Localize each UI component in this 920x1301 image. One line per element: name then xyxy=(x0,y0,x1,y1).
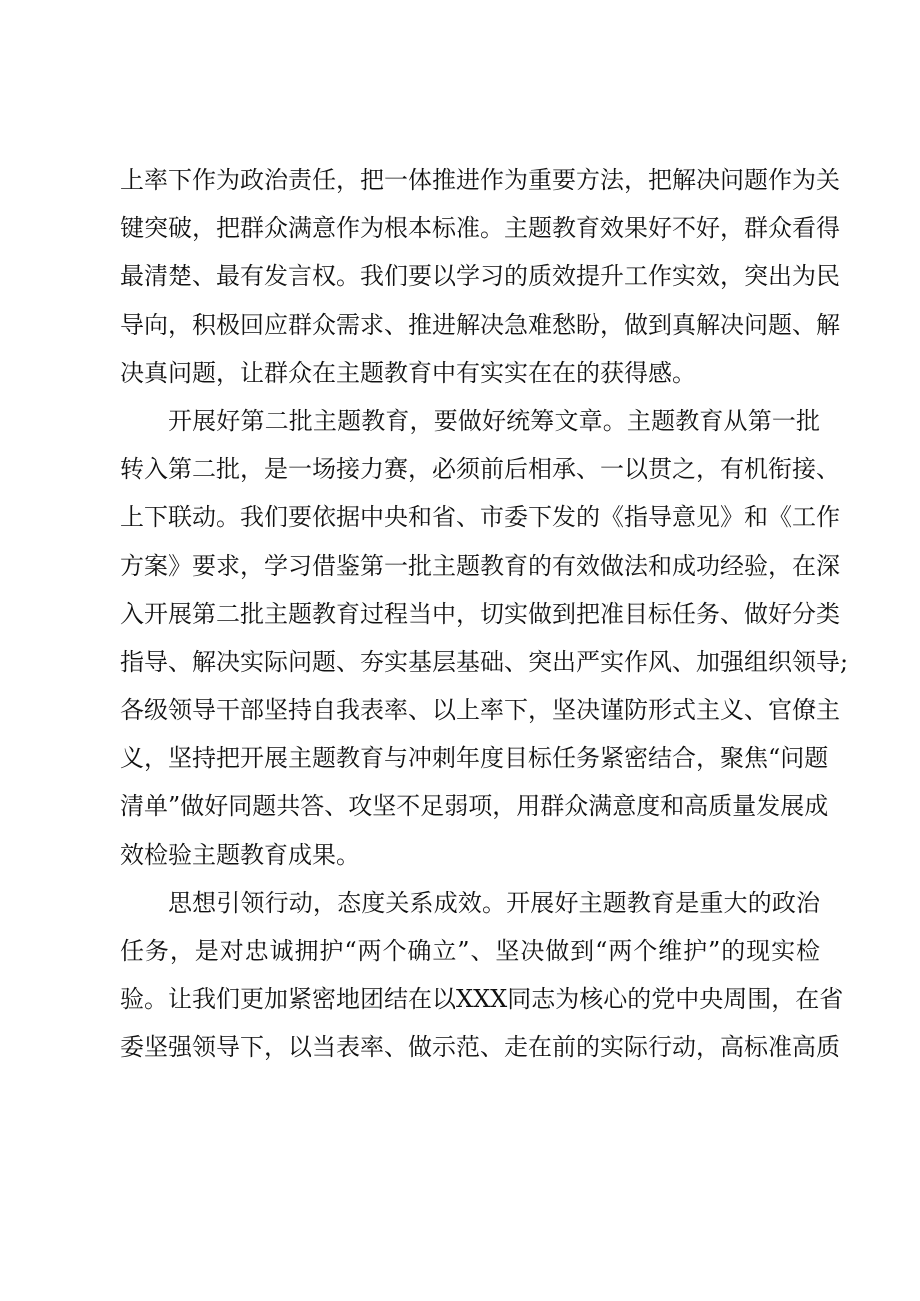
document-body xyxy=(120,156,849,1072)
text-line: 任务，是对忠诚拥护“两个确立”、坚决做到“两个维护”的现实检 xyxy=(120,937,820,965)
text-line: 上下联动。我们要依据中央和省、市委下发的《指导意见》和《工作 xyxy=(120,503,840,532)
text-line: 键突破，把群众满意作为根本标准。主题教育效果好不好，群众看得 xyxy=(120,214,840,243)
text-line: 各级领导干部坚持自我表率、以上率下，坚决谨防形式主义、官僚主 xyxy=(120,696,840,725)
text-line: 入开展第二批主题教育过程当中，切实做到把准目标任务、做好分类 xyxy=(120,599,840,628)
text-line: 义，坚持把开展主题教育与冲刺年度目标任务紧密结合，聚焦“问题 xyxy=(120,744,829,773)
text-line: 思想引领行动，态度关系成效。开展好主题教育是重大的政治 xyxy=(168,888,820,917)
text-line: 最清楚、最有发言权。我们要以学习的质效提升工作实效，突出为民 xyxy=(120,262,840,291)
text-line: 决真问题，让群众在主题教育中有实实在在的获得感。 xyxy=(120,358,696,387)
text-line: 指导、解决实际问题、夯实基层基础、突出严实作风、加强组织领导; xyxy=(120,647,849,676)
text-line: 方案》要求，学习借鉴第一批主题教育的有效做法和成功经验，在深 xyxy=(120,551,840,580)
text-line: 清单”做好同题共答、攻坚不足弱项，用群众满意度和高质量发展成 xyxy=(120,792,829,821)
text-line: 上率下作为政治责任，把一体推进作为重要方法，把解决问题作为关 xyxy=(120,166,840,194)
text-line: 转入第二批，是一场接力赛，必须前后相承、一以贯之，有机衔接、 xyxy=(120,455,840,484)
text-line: 验。让我们更加紧密地团结在以XXX同志为核心的党中央周围，在省 xyxy=(120,985,844,1014)
text-line: 委坚强领导下，以当表率、做示范、走在前的实际行动，高标准高质 xyxy=(120,1033,840,1062)
text-line: 开展好第二批主题教育，要做好统筹文章。主题教育从第一批 xyxy=(168,406,820,435)
text-line: 效检验主题教育成果。 xyxy=(120,840,360,869)
text-line: 导向，积极回应群众需求、推进解决急难愁盼，做到真解决问题、解 xyxy=(120,310,840,339)
